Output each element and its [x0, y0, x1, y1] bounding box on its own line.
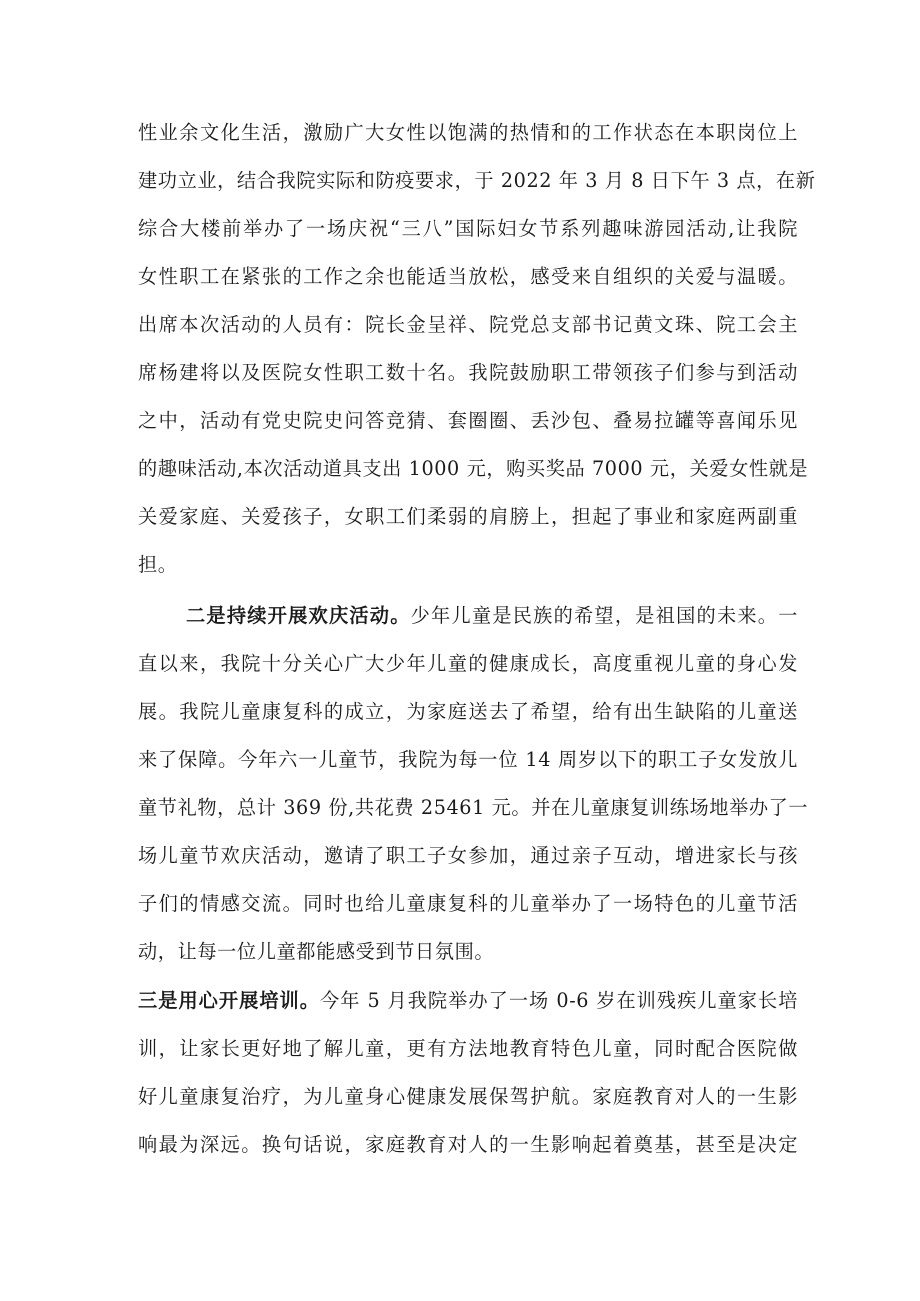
- paragraph-1-line-9: 关爱家庭、关爱孩子，女职工们柔弱的肩膀上，担起了事业和家庭两副重: [138, 505, 798, 528]
- paragraph-1-line-7: 之中，活动有党史院史问答竞猜、套圈圈、丢沙包、叠易拉罐等喜闻乐见: [138, 409, 798, 432]
- paragraph-3-line-3: 好儿童康复治疗，为儿童身心健康发展保驾护航。家庭教育对人的一生影: [138, 1085, 798, 1108]
- paragraph-3-heading: 三是用心开展培训。: [138, 989, 320, 1012]
- paragraph-2-heading: 二是持续开展欢庆活动。: [186, 604, 411, 627]
- paragraph-1-line-1: 性业余文化生活，激励广大女性以饱满的热情和的工作状态在本职岗位上: [138, 121, 798, 144]
- paragraph-2-line-2: 直以来，我院十分关心广大少年儿童的健康成长，高度重视儿童的身心发: [138, 652, 798, 675]
- paragraph-2-line-7: 子们的情感交流。同时也给儿童康复科的儿童举办了一场特色的儿童节活: [138, 892, 798, 915]
- paragraph-1-line-4: 女性职工在紧张的工作之余也能适当放松，感受来自组织的关爱与温暖。: [138, 265, 798, 288]
- paragraph-1-line-3: 综合大楼前举办了一场庆祝“三八”国际妇女节系列趣味游园活动,让我院: [138, 217, 798, 240]
- paragraph-3-first-line-text: 今年 5 月我院举办了一场 0-6 岁在训残疾儿童家长培: [319, 989, 798, 1012]
- paragraph-3-line-1: [138, 987, 798, 1015]
- paragraph-1-line-10: 担。: [138, 553, 178, 576]
- paragraph-3-line-2: 训，让家长更好地了解儿童，更有方法地教育特色儿童，同时配合医院做: [138, 1037, 798, 1060]
- paragraph-1-line-5: 出席本次活动的人员有：院长金呈祥、院党总支部书记黄文珠、院工会主: [138, 313, 798, 336]
- paragraph-2-line-4: 来了保障。今年六一儿童节，我院为每一位 14 周岁以下的职工子女发放儿: [138, 748, 798, 771]
- paragraph-2-line-1: [186, 602, 798, 630]
- paragraph-2-line-6: 场儿童节欢庆活动，邀请了职工子女参加，通过亲子互动，增进家长与孩: [138, 844, 798, 867]
- paragraph-2-line-8: 动，让每一位儿童都能感受到节日氛围。: [138, 940, 495, 963]
- paragraph-1-line-8: 的趣味活动,本次活动道具支出 1000 元，购买奖品 7000 元，关爱女性就是: [138, 457, 809, 480]
- paragraph-2-line-5: 童节礼物，总计 369 份,共花费 25461 元。并在儿童康复训练场地举办了一: [138, 796, 809, 819]
- paragraph-2-line-3: 展。我院儿童康复科的成立，为家庭送去了希望，给有出生缺陷的儿童送: [138, 700, 798, 723]
- paragraph-3-line-4: 响最为深远。换句话说，家庭教育对人的一生影响起着奠基，甚至是决定: [138, 1133, 798, 1156]
- paragraph-1-line-2: 建功立业，结合我院实际和防疫要求，于 2022 年 3 月 8 日下午 3 点，在新: [138, 169, 816, 192]
- paragraph-1-line-6: 席杨建将以及医院女性职工数十名。我院鼓励职工带领孩子们参与到活动: [138, 361, 798, 384]
- paragraph-2-first-line-text: 少年儿童是民族的希望，是祖国的未来。一: [410, 604, 798, 627]
